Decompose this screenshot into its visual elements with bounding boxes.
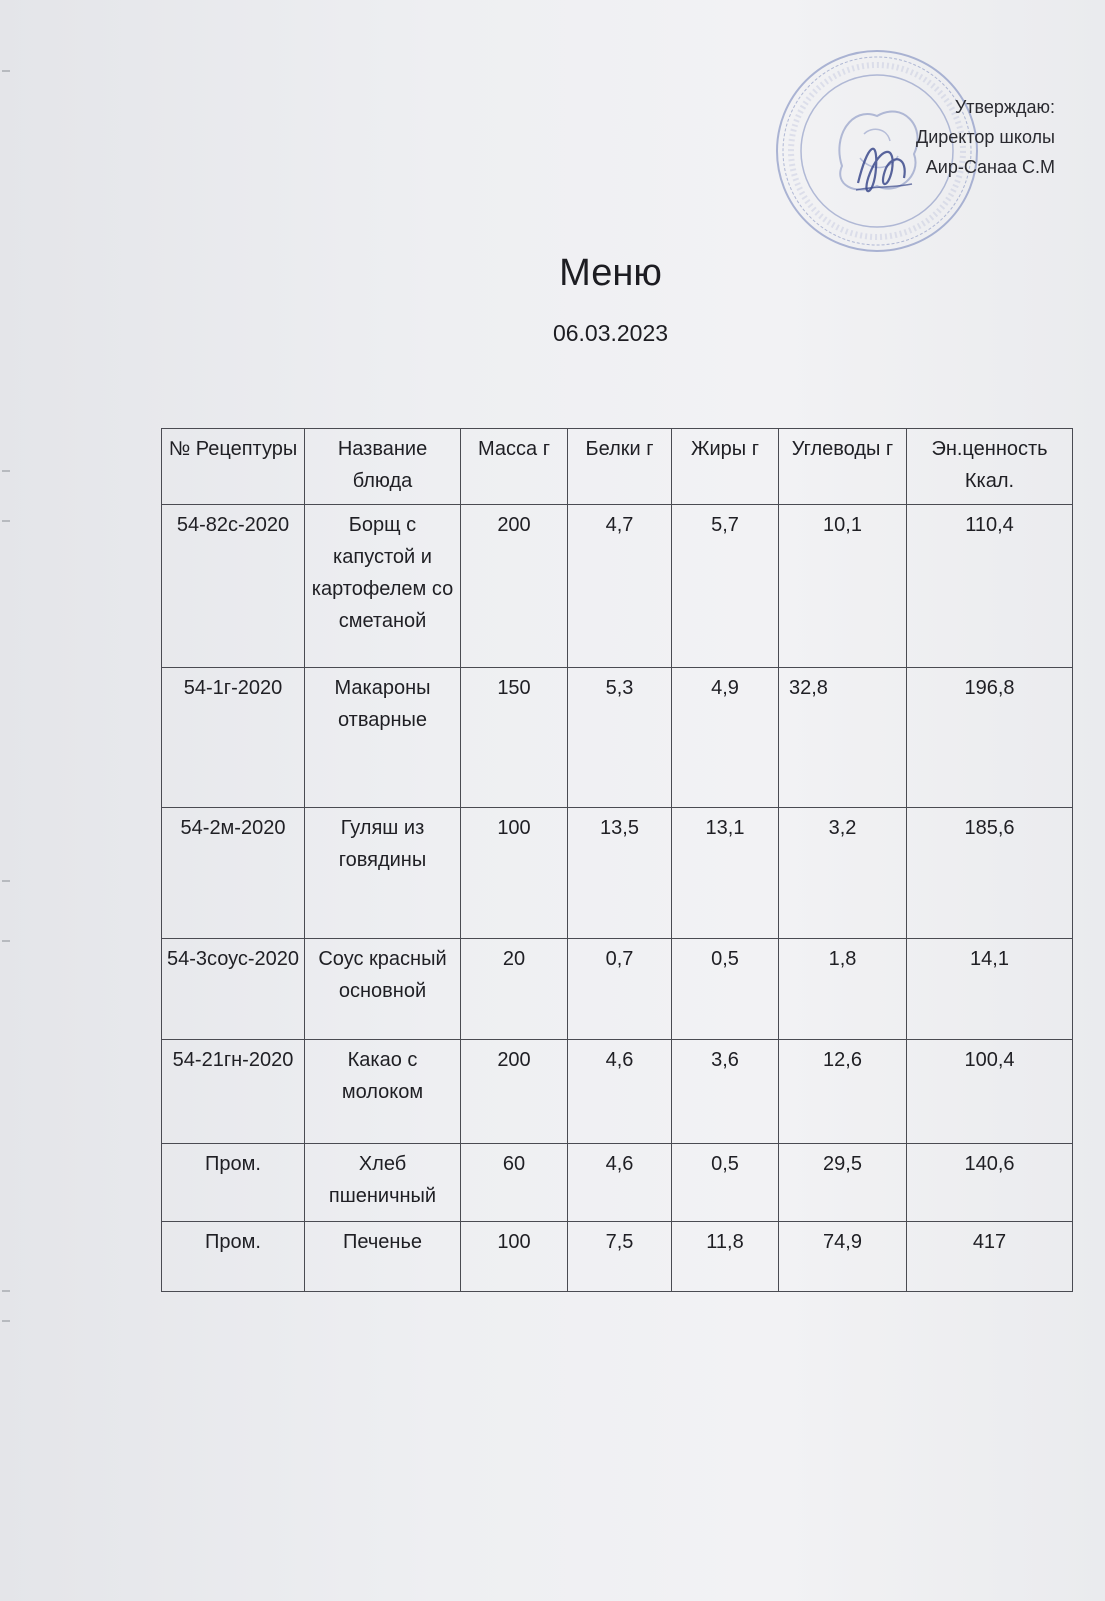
cell-carbs: 32,8 <box>779 668 907 808</box>
table-row <box>162 1222 1073 1292</box>
cell-protein: 5,3 <box>568 668 672 808</box>
cell-recipe-number: 54-21гн-2020 <box>162 1040 305 1144</box>
approval-block <box>795 92 1055 182</box>
cell-recipe-number: Пром. <box>162 1222 305 1292</box>
page-edge-marks <box>0 0 14 1601</box>
cell-mass: 100 <box>461 1222 568 1292</box>
cell-dish-name: Борщ с капустой и картофелем со сметаной <box>305 505 461 668</box>
cell-dish-name: Какао с молоком <box>305 1040 461 1144</box>
cell-fat: 11,8 <box>672 1222 779 1292</box>
cell-protein: 7,5 <box>568 1222 672 1292</box>
table-row <box>162 1144 1073 1222</box>
approval-position: Директор школы <box>916 127 1055 147</box>
cell-carbs: 12,6 <box>779 1040 907 1144</box>
cell-dish-name: Соус красный основной <box>305 939 461 1040</box>
cell-mass: 100 <box>461 808 568 939</box>
cell-protein: 4,6 <box>568 1040 672 1144</box>
cell-mass: 200 <box>461 505 568 668</box>
cell-recipe-number: 54-1г-2020 <box>162 668 305 808</box>
cell-mass: 150 <box>461 668 568 808</box>
menu-table <box>161 428 1073 1292</box>
cell-mass: 200 <box>461 1040 568 1144</box>
header-protein: Белки г <box>568 429 672 505</box>
header-dish-name: Название блюда <box>305 429 461 505</box>
cell-mass: 20 <box>461 939 568 1040</box>
cell-carbs: 74,9 <box>779 1222 907 1292</box>
cell-dish-name: Хлеб пшеничный <box>305 1144 461 1222</box>
cell-recipe-number: Пром. <box>162 1144 305 1222</box>
table-row <box>162 668 1073 808</box>
cell-recipe-number: 54-82с-2020 <box>162 505 305 668</box>
cell-fat: 0,5 <box>672 939 779 1040</box>
cell-fat: 13,1 <box>672 808 779 939</box>
cell-recipe-number: 54-2м-2020 <box>162 808 305 939</box>
document-date: 06.03.2023 <box>552 320 669 346</box>
header-carbs: Углеводы г <box>779 429 907 505</box>
cell-protein: 4,6 <box>568 1144 672 1222</box>
cell-carbs: 10,1 <box>779 505 907 668</box>
cell-dish-name: Печенье <box>305 1222 461 1292</box>
header-mass: Масса г <box>461 429 568 505</box>
cell-energy: 14,1 <box>907 939 1073 1040</box>
approval-signatory: Аир-Санаа С.М <box>925 157 1055 177</box>
cell-fat: 0,5 <box>672 1144 779 1222</box>
table-row <box>162 505 1073 668</box>
cell-protein: 13,5 <box>568 808 672 939</box>
table-row <box>162 939 1073 1040</box>
cell-dish-name: Гуляш из говядины <box>305 808 461 939</box>
cell-energy: 100,4 <box>907 1040 1073 1144</box>
cell-carbs: 1,8 <box>779 939 907 1040</box>
table-row <box>162 1040 1073 1144</box>
cell-energy: 417 <box>907 1222 1073 1292</box>
cell-fat: 4,9 <box>672 668 779 808</box>
cell-dish-name: Макароны отварные <box>305 668 461 808</box>
cell-carbs: 29,5 <box>779 1144 907 1222</box>
cell-energy: 185,6 <box>907 808 1073 939</box>
approval-heading: Утверждаю: <box>954 97 1055 117</box>
cell-energy: 140,6 <box>907 1144 1073 1222</box>
cell-fat: 5,7 <box>672 505 779 668</box>
cell-protein: 4,7 <box>568 505 672 668</box>
document-title: Меню <box>559 252 662 294</box>
cell-energy: 110,4 <box>907 505 1073 668</box>
header-energy: Эн.ценность Ккал. <box>907 429 1073 505</box>
header-fat: Жиры г <box>672 429 779 505</box>
cell-recipe-number: 54-3соус-2020 <box>162 939 305 1040</box>
header-recipe-number: № Рецептуры <box>162 429 305 505</box>
cell-protein: 0,7 <box>568 939 672 1040</box>
cell-fat: 3,6 <box>672 1040 779 1144</box>
cell-energy: 196,8 <box>907 668 1073 808</box>
cell-carbs: 3,2 <box>779 808 907 939</box>
cell-mass: 60 <box>461 1144 568 1222</box>
table-header-row <box>162 429 1073 505</box>
table-row <box>162 808 1073 939</box>
